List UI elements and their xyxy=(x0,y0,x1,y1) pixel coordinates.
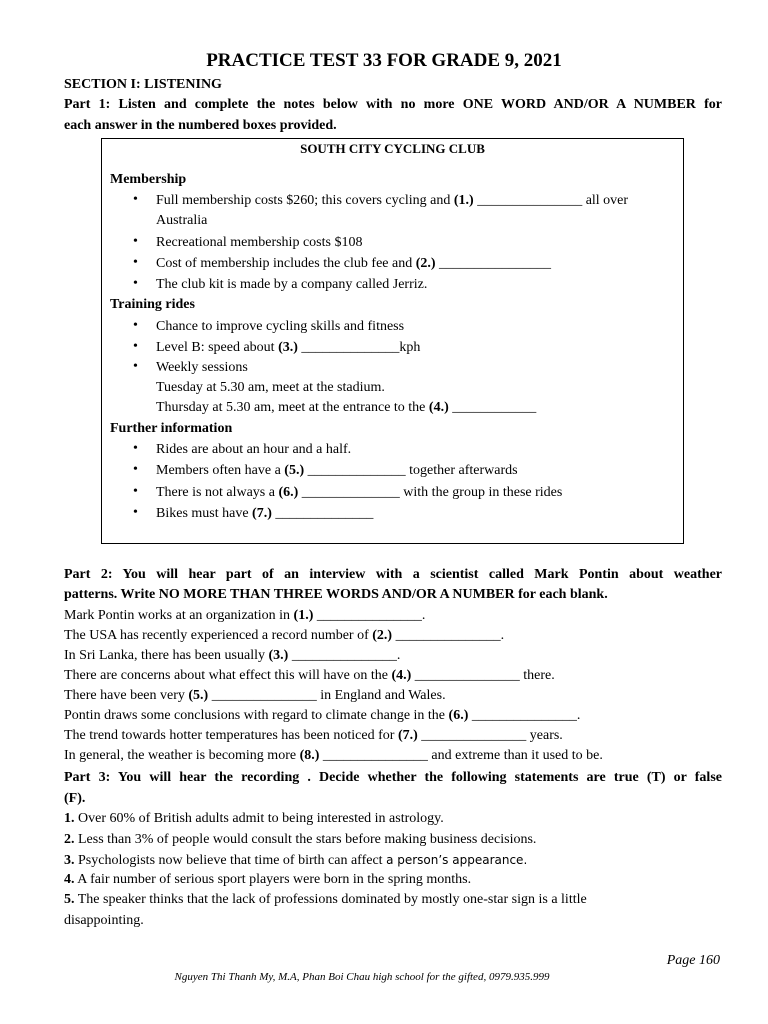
section-heading: SECTION I: LISTENING xyxy=(64,77,222,92)
further-item-2: Members often have a (5.) ______________ together afterwards xyxy=(156,463,518,478)
bullet-icon: • xyxy=(133,505,138,520)
bullet-icon: • xyxy=(133,318,138,333)
bullet-icon: • xyxy=(133,276,138,291)
bullet-icon: • xyxy=(133,441,138,456)
part2-instruction-line1: Part 2: You will hear part of an interview with a scientist called Mark Pontin about weather xyxy=(64,567,722,582)
bullet-icon: • xyxy=(133,339,138,354)
part2-question-4: There are concerns about what effect this will have on the (4.) _______________ there. xyxy=(64,668,555,683)
bullet-icon: • xyxy=(133,192,138,207)
page-title: PRACTICE TEST 33 FOR GRADE 9, 2021 xyxy=(206,50,562,71)
training-item-2: Level B: speed about (3.) ______________kph xyxy=(156,340,421,355)
part1-instruction-line1: Part 1: Listen and complete the notes below with no more ONE WORD AND/OR A NUMBER for xyxy=(64,97,722,112)
bullet-icon: • xyxy=(133,462,138,477)
part2-instruction-line2: patterns. Write NO MORE THAN THREE WORDS AND/OR A NUMBER for each blank. xyxy=(64,587,608,602)
membership-item-4: The club kit is made by a company called Jerriz. xyxy=(156,277,428,292)
part2-question-5: There have been very (5.) _______________ in England and Wales. xyxy=(64,688,446,703)
membership-item-1-cont: Australia xyxy=(156,213,208,228)
part3-statement-3: 3. Psychologists now believe that time of birth can affect a person’s appearance. xyxy=(64,853,528,868)
training-item-3: Weekly sessions xyxy=(156,360,248,375)
membership-heading: Membership xyxy=(110,172,187,187)
bullet-icon: • xyxy=(133,359,138,374)
bullet-icon: • xyxy=(133,255,138,270)
part3-statement-4: 4. A fair number of serious sport players were born in the spring months. xyxy=(64,872,472,887)
part3-statement-5: 5. The speaker thinks that the lack of professions dominated by mostly one-star sign is a little xyxy=(64,892,587,907)
bullet-icon: • xyxy=(133,234,138,249)
box-title: SOUTH CITY CYCLING CLUB xyxy=(300,141,485,156)
cycling-club-notes-box xyxy=(101,138,684,544)
part2-question-6: Pontin draws some conclusions with regard to climate change in the (6.) _______________. xyxy=(64,708,581,723)
further-item-1: Rides are about an hour and a half. xyxy=(156,442,352,457)
part1-instruction-line2: each answer in the numbered boxes provided. xyxy=(64,118,337,133)
part2-question-3: In Sri Lanka, there has been usually (3.) _______________. xyxy=(64,648,401,663)
training-item-3-thursday: Thursday at 5.30 am, meet at the entrance to the (4.) ____________ xyxy=(156,400,537,415)
part3-instruction-line1: Part 3: You will hear the recording . Decide whether the following statements are true (T) or false xyxy=(64,770,722,785)
part2-question-8: In general, the weather is becoming more (8.) _______________ and extreme than it used to be. xyxy=(64,748,603,763)
part2-question-1: Mark Pontin works at an organization in (1.) _______________. xyxy=(64,608,426,623)
part2-question-2: The USA has recently experienced a record number of (2.) _______________. xyxy=(64,628,505,643)
part3-statement-2: 2. Less than 3% of people would consult the stars before making business decisions. xyxy=(64,832,537,847)
bullet-icon: • xyxy=(133,484,138,499)
page-number: Page 160 xyxy=(666,953,720,968)
part2-question-7: The trend towards hotter temperatures has been noticed for (7.) _______________ years. xyxy=(64,728,563,743)
membership-item-3: Cost of membership includes the club fee and (2.) ________________ xyxy=(156,256,552,271)
footer-author: Nguyen Thi Thanh My, M.A, Phan Boi Chau high school for the gifted, 0979.935.999 xyxy=(174,971,550,983)
training-item-1: Chance to improve cycling skills and fitness xyxy=(156,319,405,334)
further-item-4: Bikes must have (7.) ______________ xyxy=(156,506,374,521)
further-item-3: There is not always a (6.) ______________ with the group in these rides xyxy=(156,485,563,500)
part3-statement-5-cont: disappointing. xyxy=(64,913,144,928)
part3-statement-1: 1. Over 60% of British adults admit to being interested in astrology. xyxy=(64,811,444,826)
training-heading: Training rides xyxy=(110,297,195,312)
part3-instruction-line2: (F). xyxy=(64,791,86,806)
further-heading: Further information xyxy=(110,421,233,436)
membership-item-1: Full membership costs $260; this covers cycling and (1.) _______________ all over xyxy=(156,193,629,208)
training-item-3-tuesday: Tuesday at 5.30 am, meet at the stadium. xyxy=(156,380,385,395)
membership-item-2: Recreational membership costs $108 xyxy=(156,235,363,250)
